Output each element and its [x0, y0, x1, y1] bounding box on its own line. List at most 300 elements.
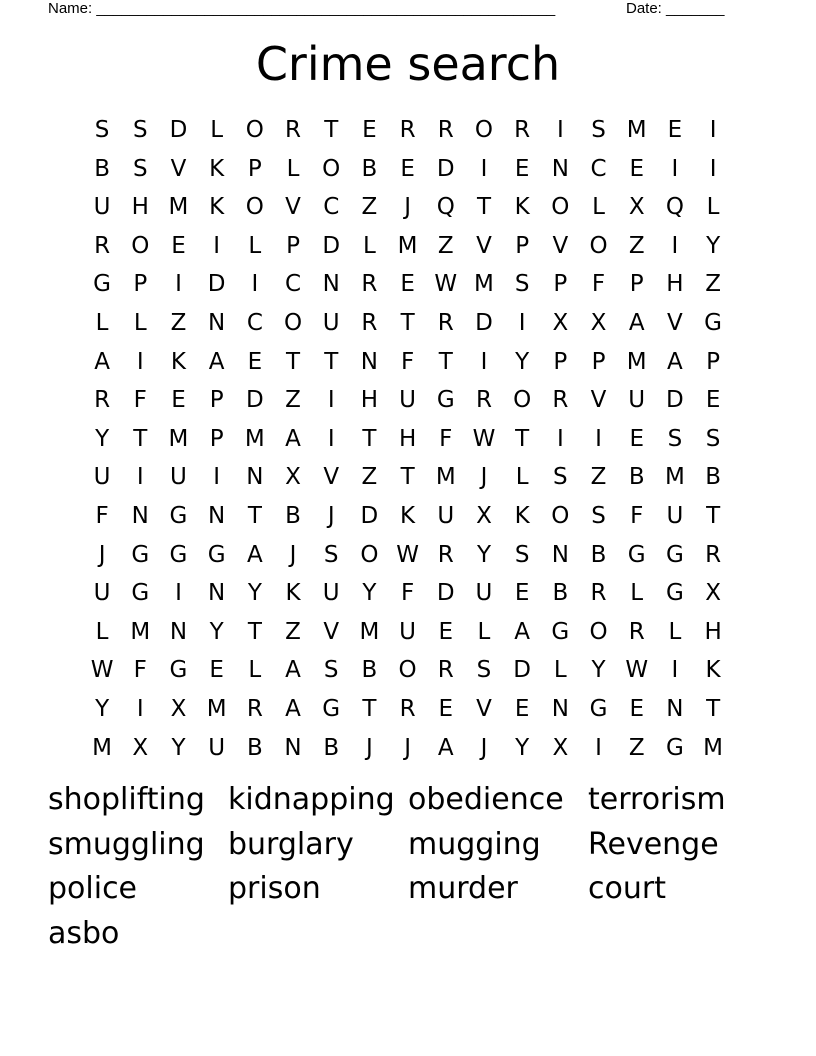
grid-letter[interactable]: N [208, 580, 226, 607]
grid-letter[interactable]: J [366, 734, 373, 761]
grid-letter[interactable]: D [207, 271, 226, 298]
grid-letter[interactable]: I [518, 309, 526, 336]
grid-letter[interactable]: I [213, 232, 221, 259]
grid-letter[interactable]: O [551, 502, 570, 529]
grid-letter[interactable]: A [437, 734, 454, 761]
grid-letter[interactable]: R [437, 657, 454, 684]
grid-letter[interactable]: B [590, 541, 607, 568]
grid-letter[interactable]: R [94, 387, 111, 414]
grid-letter[interactable]: I [136, 695, 144, 722]
grid-letter[interactable]: I [327, 425, 335, 452]
grid-letter[interactable]: T [706, 695, 721, 722]
grid-letter[interactable]: I [480, 155, 488, 182]
grid-letter[interactable]: F [400, 348, 415, 375]
grid-letter[interactable]: U [628, 387, 646, 414]
grid-letter[interactable]: L [553, 657, 567, 684]
grid-letter[interactable]: P [629, 271, 644, 298]
grid-letter[interactable]: Y [706, 232, 721, 259]
grid-letter[interactable]: P [133, 271, 148, 298]
grid-letter[interactable]: O [322, 155, 341, 182]
grid-letter[interactable]: K [209, 194, 225, 221]
grid-letter[interactable]: D [436, 155, 455, 182]
grid-row [83, 574, 733, 613]
grid-letter[interactable]: K [400, 502, 416, 529]
grid-letter[interactable]: S [94, 117, 110, 143]
grid-letter[interactable]: T [247, 502, 262, 529]
grid-letter[interactable]: X [590, 309, 607, 336]
grid-letter[interactable]: Y [95, 695, 110, 722]
grid-letter[interactable]: S [323, 541, 339, 568]
grid-letter[interactable]: I [556, 425, 564, 452]
grid-letter[interactable]: T [400, 464, 415, 491]
grid-letter[interactable]: R [437, 541, 454, 568]
grid-letter[interactable]: G [93, 271, 111, 298]
grid-letter[interactable]: G [169, 502, 188, 529]
grid-letter[interactable]: D [436, 580, 455, 607]
grid-letter[interactable]: S [476, 657, 492, 684]
grid-letter[interactable]: Y [247, 580, 262, 607]
grid-letter[interactable]: M [206, 695, 227, 722]
grid-letter[interactable]: Z [285, 618, 301, 645]
grid-letter[interactable]: T [400, 309, 415, 336]
grid-row [83, 613, 733, 652]
grid-letter[interactable]: T [286, 348, 301, 375]
grid-letter[interactable]: O [589, 618, 608, 645]
grid-letter[interactable]: R [590, 580, 607, 607]
grid-letter[interactable]: Q [665, 194, 684, 221]
grid-letter[interactable]: I [175, 271, 182, 298]
grid-letter[interactable]: M [703, 734, 724, 761]
grid-letter[interactable]: U [475, 580, 493, 607]
grid-letter[interactable]: B [94, 155, 110, 182]
grid-letter[interactable]: E [514, 155, 530, 182]
grid-letter[interactable]: R [399, 117, 416, 143]
grid-letter[interactable]: X [285, 464, 301, 491]
grid-letter[interactable]: V [170, 155, 187, 182]
grid-letter[interactable]: C [590, 155, 607, 182]
grid-letter[interactable]: P [515, 232, 530, 259]
grid-letter[interactable]: R [628, 618, 645, 645]
grid-letter[interactable]: M [130, 618, 151, 645]
grid-letter[interactable]: S [591, 502, 606, 529]
grid-letter[interactable]: N [208, 309, 226, 336]
grid-letter[interactable]: Z [285, 387, 301, 414]
grid-letter[interactable]: X [552, 734, 569, 761]
grid-letter[interactable]: U [93, 194, 111, 221]
grid-letter[interactable]: T [476, 194, 491, 221]
word-list-item: smuggling [48, 826, 205, 862]
grid-letter[interactable]: M [168, 194, 189, 221]
grid-letter[interactable]: O [398, 657, 417, 684]
grid-letter[interactable]: N [131, 502, 149, 529]
grid-letter[interactable]: M [474, 271, 494, 298]
grid-letter[interactable]: Y [515, 348, 530, 375]
grid-letter[interactable]: H [131, 194, 149, 221]
word-list-item: court [588, 871, 666, 906]
grid-letter[interactable]: E [438, 695, 454, 722]
grid-letter[interactable]: G [665, 580, 684, 607]
grid-letter[interactable]: I [327, 387, 335, 414]
grid-letter[interactable]: E [629, 155, 644, 182]
grid-letter[interactable]: G [322, 695, 341, 722]
grid-letter[interactable]: P [209, 387, 224, 414]
grid-letter[interactable]: M [435, 464, 456, 491]
grid-letter[interactable]: L [668, 618, 682, 645]
grid-letter[interactable]: E [438, 618, 454, 645]
grid-letter[interactable]: T [362, 695, 377, 722]
grid-letter[interactable]: F [400, 580, 415, 607]
grid-letter[interactable]: T [515, 425, 530, 452]
grid-letter[interactable]: G [169, 657, 188, 684]
grid-letter[interactable]: L [133, 309, 147, 336]
grid-letter[interactable]: N [169, 618, 188, 645]
grid-letter[interactable]: D [322, 232, 341, 259]
grid-letter[interactable]: U [399, 387, 417, 414]
grid-letter[interactable]: A [246, 541, 263, 568]
grid-letter[interactable]: E [400, 155, 415, 182]
grid-letter[interactable]: J [327, 502, 335, 529]
grid-letter[interactable]: G [436, 387, 455, 414]
grid-letter[interactable]: K [514, 194, 530, 221]
grid-letter[interactable]: D [245, 387, 264, 414]
grid-letter[interactable]: K [285, 580, 301, 607]
grid-letter[interactable]: J [480, 464, 488, 491]
grid-letter[interactable]: I [709, 117, 717, 143]
grid-letter[interactable]: I [251, 271, 259, 298]
grid-letter[interactable]: O [245, 194, 264, 221]
grid-letter[interactable]: O [589, 232, 608, 259]
grid-letter[interactable]: S [514, 271, 530, 298]
grid-letter[interactable]: U [666, 502, 684, 529]
grid-letter[interactable]: N [246, 464, 264, 491]
grid-letter[interactable]: S [132, 155, 148, 182]
grid-letter[interactable]: I [671, 232, 679, 259]
grid-letter[interactable]: H [360, 387, 379, 414]
grid-letter[interactable]: I [480, 348, 488, 375]
grid-letter[interactable]: B [705, 464, 721, 491]
grid-letter[interactable]: Z [170, 309, 187, 336]
grid-letter[interactable]: J [98, 541, 106, 568]
grid-letter[interactable]: M [626, 117, 647, 143]
grid-letter[interactable]: E [629, 695, 644, 722]
grid-letter[interactable]: P [553, 271, 568, 298]
grid-letter[interactable]: S [591, 117, 606, 143]
grid-letter[interactable]: G [665, 541, 684, 568]
grid-letter[interactable]: R [285, 117, 302, 143]
grid-letter[interactable]: E [514, 580, 530, 607]
word-list-item: Revenge [588, 826, 719, 862]
grid-letter[interactable]: O [360, 541, 379, 568]
grid-letter[interactable]: S [705, 425, 721, 452]
grid-letter[interactable]: Y [515, 734, 530, 761]
word-list-item: burglary [228, 826, 354, 862]
grid-letter[interactable]: B [285, 502, 301, 529]
grid-letter[interactable]: Y [362, 580, 377, 607]
grid-letter[interactable]: F [591, 271, 606, 298]
grid-letter[interactable]: Z [705, 271, 721, 298]
grid-letter[interactable]: I [595, 734, 602, 761]
grid-row [83, 188, 733, 227]
grid-letter[interactable]: V [590, 387, 607, 414]
grid-letter[interactable]: U [93, 580, 111, 607]
word-list-item: prison [228, 871, 321, 906]
grid-letter[interactable]: P [591, 348, 606, 375]
grid-letter[interactable]: J [289, 541, 297, 568]
grid-letter[interactable]: M [92, 734, 113, 761]
grid-letter[interactable]: T [133, 425, 148, 452]
grid-letter[interactable]: R [514, 117, 531, 143]
grid-letter[interactable]: G [131, 541, 150, 568]
grid-letter[interactable]: R [437, 117, 454, 143]
grid-letter[interactable]: L [95, 618, 109, 645]
grid-letter[interactable]: N [551, 155, 569, 182]
grid-letter[interactable]: Z [361, 464, 378, 491]
grid-letter[interactable]: X [132, 734, 149, 761]
grid-letter[interactable]: K [170, 348, 187, 375]
grid-letter[interactable]: L [248, 232, 262, 259]
grid-letter[interactable]: R [246, 695, 263, 722]
grid-letter[interactable]: I [136, 348, 144, 375]
grid-letter[interactable]: H [704, 618, 722, 645]
grid-letter[interactable]: X [552, 309, 569, 336]
grid-letter[interactable]: N [666, 695, 684, 722]
grid-letter[interactable]: I [136, 464, 144, 491]
grid-letter[interactable]: K [209, 155, 225, 182]
grid-letter[interactable]: I [595, 425, 602, 452]
grid-letter[interactable]: S [514, 541, 530, 568]
word-list-item: obedience [408, 782, 564, 817]
grid-letter[interactable]: B [552, 580, 569, 607]
grid-letter[interactable]: S [132, 117, 148, 143]
grid-letter[interactable]: B [246, 734, 263, 761]
grid-letter[interactable]: A [94, 348, 110, 375]
grid-letter[interactable]: I [556, 117, 564, 143]
grid-letter[interactable]: Z [628, 232, 645, 259]
grid-letter[interactable]: B [361, 155, 378, 182]
grid-letter[interactable]: O [245, 117, 264, 143]
grid-letter[interactable]: E [362, 117, 377, 143]
grid-letter[interactable]: T [324, 348, 339, 375]
grid-letter[interactable]: J [404, 194, 411, 221]
grid-letter[interactable]: D [360, 502, 379, 529]
grid-letter[interactable]: G [704, 309, 722, 336]
grid-letter[interactable]: H [666, 271, 684, 298]
grid-letter[interactable]: N [551, 695, 569, 722]
grid-letter[interactable]: D [513, 657, 532, 684]
grid-letter[interactable]: K [705, 657, 721, 684]
grid-letter[interactable]: X [628, 194, 645, 221]
grid-letter[interactable]: M [359, 618, 380, 645]
grid-letter[interactable]: N [322, 271, 340, 298]
grid-letter[interactable]: O [283, 309, 303, 336]
grid-letter[interactable]: E [629, 425, 644, 452]
grid-letter[interactable]: E [514, 695, 530, 722]
grid-letter[interactable]: H [398, 425, 417, 452]
grid-row [83, 536, 733, 575]
grid-letter[interactable]: Y [209, 618, 224, 645]
grid-letter[interactable]: U [93, 464, 111, 491]
grid-letter[interactable]: U [170, 464, 187, 491]
grid-letter[interactable]: V [552, 232, 569, 259]
grid-letter[interactable]: S [667, 425, 683, 452]
grid-letter[interactable]: A [208, 348, 225, 375]
grid-letter[interactable]: T [362, 425, 377, 452]
grid-letter[interactable]: A [285, 425, 301, 452]
grid-letter[interactable]: L [210, 117, 224, 143]
grid-letter[interactable]: Z [628, 734, 645, 761]
grid-letter[interactable]: L [95, 309, 109, 336]
grid-letter[interactable]: Z [437, 232, 454, 259]
grid-letter[interactable]: B [628, 464, 645, 491]
grid-letter[interactable]: M [664, 464, 685, 491]
grid-letter[interactable]: R [552, 387, 569, 414]
grid-letter[interactable]: W [434, 271, 458, 298]
grid-letter[interactable]: V [285, 194, 301, 221]
grid-letter[interactable]: L [477, 618, 491, 645]
grid-letter[interactable]: W [90, 657, 114, 684]
grid-letter[interactable]: F [133, 657, 147, 684]
grid-letter[interactable]: R [475, 387, 492, 414]
grid-letter[interactable]: Y [171, 734, 186, 761]
grid-letter[interactable]: O [513, 387, 532, 414]
grid-letter[interactable]: M [168, 425, 189, 452]
grid-letter[interactable]: G [169, 541, 188, 568]
grid-letter[interactable]: Y [95, 425, 110, 452]
grid-letter[interactable]: U [399, 618, 417, 645]
grid-letter[interactable]: G [589, 695, 608, 722]
grid-letter[interactable]: P [706, 348, 721, 375]
grid-letter[interactable]: G [665, 734, 684, 761]
grid-letter[interactable]: G [207, 541, 226, 568]
grid-letter[interactable]: I [213, 464, 221, 491]
grid-letter[interactable]: E [171, 387, 186, 414]
grid-letter[interactable]: Z [590, 464, 607, 491]
grid-letter[interactable]: P [247, 155, 262, 182]
grid-letter[interactable]: E [705, 387, 721, 414]
grid-letter[interactable]: Q [436, 194, 455, 221]
grid-letter[interactable]: I [175, 580, 182, 607]
grid-letter[interactable]: B [361, 657, 378, 684]
grid-row [83, 227, 733, 266]
grid-letter[interactable]: T [438, 348, 453, 375]
grid-letter[interactable]: X [476, 502, 492, 529]
grid-letter[interactable]: E [171, 232, 186, 259]
grid-letter[interactable]: F [439, 425, 453, 452]
grid-letter[interactable]: D [475, 309, 493, 336]
grid-letter[interactable]: V [323, 464, 340, 491]
grid-letter[interactable]: M [244, 425, 265, 452]
grid-letter[interactable]: I [709, 155, 717, 182]
grid-letter[interactable]: T [706, 502, 721, 529]
grid-letter[interactable]: K [514, 502, 530, 529]
grid-letter[interactable]: J [404, 734, 411, 761]
grid-letter[interactable]: V [476, 695, 492, 722]
grid-letter[interactable]: L [630, 580, 644, 607]
grid-letter[interactable]: R [361, 271, 378, 298]
grid-letter[interactable]: G [627, 541, 646, 568]
grid-letter[interactable]: L [248, 657, 262, 684]
grid-letter[interactable]: R [705, 541, 722, 568]
grid-letter[interactable]: Y [476, 541, 491, 568]
grid-letter[interactable]: P [286, 232, 300, 259]
grid-letter[interactable]: A [514, 618, 531, 645]
grid-letter[interactable]: G [131, 580, 150, 607]
grid-letter[interactable]: D [666, 387, 684, 414]
grid-letter[interactable]: R [361, 309, 378, 336]
grid-letter[interactable]: Z [361, 194, 378, 221]
grid-letter[interactable]: O [551, 194, 570, 221]
grid-letter[interactable]: L [592, 194, 605, 221]
grid-letter[interactable]: C [285, 271, 302, 298]
grid-letter[interactable]: B [323, 734, 340, 761]
grid-letter[interactable]: G [551, 618, 570, 645]
grid-letter[interactable]: I [671, 657, 679, 684]
grid-letter[interactable]: O [474, 117, 494, 143]
grid-letter[interactable]: P [553, 348, 568, 375]
grid-letter[interactable]: M [626, 348, 647, 375]
grid-letter[interactable]: N [360, 348, 379, 375]
grid-letter[interactable]: E [667, 117, 683, 143]
grid-letter[interactable]: L [706, 194, 720, 221]
grid-letter[interactable]: U [322, 580, 340, 607]
grid-letter[interactable]: R [399, 695, 416, 722]
grid-letter[interactable]: T [324, 117, 339, 143]
grid-letter[interactable]: E [209, 657, 224, 684]
grid-letter[interactable]: J [480, 734, 488, 761]
grid-letter[interactable]: F [95, 502, 109, 529]
grid-letter[interactable]: C [323, 194, 340, 221]
grid-letter[interactable]: Y [591, 657, 606, 684]
grid-letter[interactable]: X [705, 580, 721, 607]
grid-letter[interactable]: V [476, 232, 492, 259]
grid-letter[interactable]: N [284, 734, 302, 761]
grid-letter[interactable]: E [400, 271, 415, 298]
grid-letter[interactable]: T [247, 618, 262, 645]
grid-letter[interactable]: N [208, 502, 226, 529]
grid-letter[interactable]: L [515, 464, 529, 491]
grid-letter[interactable]: N [551, 541, 569, 568]
grid-letter[interactable]: F [630, 502, 644, 529]
grid-letter[interactable]: S [553, 464, 568, 491]
grid-letter[interactable]: A [285, 695, 301, 722]
grid-letter[interactable]: X [170, 695, 187, 722]
grid-letter[interactable]: V [667, 309, 683, 336]
grid-letter[interactable]: A [628, 309, 645, 336]
grid-letter[interactable]: E [247, 348, 263, 375]
grid-letter[interactable]: P [209, 425, 224, 452]
grid-letter[interactable]: I [671, 155, 679, 182]
grid-letter[interactable]: W [396, 541, 419, 568]
grid-letter[interactable]: O [131, 232, 150, 259]
grid-letter[interactable]: V [323, 618, 340, 645]
grid-letter[interactable]: C [246, 309, 263, 336]
grid-letter[interactable]: A [285, 657, 301, 684]
grid-letter[interactable]: R [94, 232, 111, 259]
grid-letter[interactable]: L [362, 232, 376, 259]
grid-letter[interactable]: A [667, 348, 683, 375]
grid-letter[interactable]: U [322, 309, 340, 336]
grid-letter[interactable]: W [625, 657, 649, 684]
grid-letter[interactable]: W [472, 425, 496, 452]
grid-letter[interactable]: L [286, 155, 300, 182]
grid-letter[interactable]: U [437, 502, 455, 529]
grid-letter[interactable]: S [323, 657, 339, 684]
grid-letter[interactable]: D [169, 117, 188, 143]
grid-letter[interactable]: R [437, 309, 454, 336]
grid-letter[interactable]: F [133, 387, 147, 414]
grid-letter[interactable]: M [397, 232, 418, 259]
grid-letter[interactable]: U [208, 734, 226, 761]
